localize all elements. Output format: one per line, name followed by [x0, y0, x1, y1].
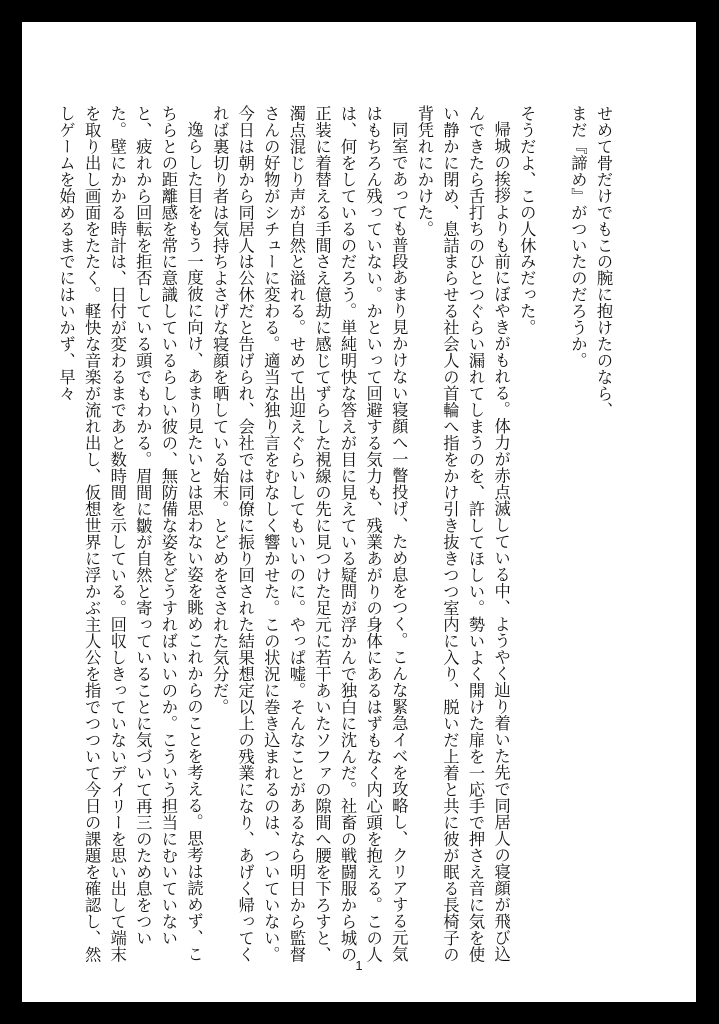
paragraph-opening: そうだよ、この人休みだった。	[517, 105, 537, 336]
document-page	[22, 22, 696, 1002]
epigraph-line-1: せめて骨だけでもこの腕に抱けたのなら、	[594, 105, 613, 419]
paragraph: 帰城の挨拶よりも前にぼやきがもれる。体力が赤点滅している中、ようやく辿り着いた先で同居人の寝顔が飛び込んできたら舌打ちのひとつぐらい漏れてしまうのを、許してほしい。勢いよく開けた扉を一応手で押さえ音に気を使い静かに閉め、息詰まらせる社会人の首輪へ指をかけ引き抜きつつ室内に入り、脱いだ上着と共に彼が眠る長椅子の背凭れにかけた。	[414, 105, 511, 963]
paragraph-gap	[539, 105, 565, 106]
page-number: 1	[355, 958, 363, 973]
vertical-text-body	[53, 105, 616, 975]
paragraph: 同室であっても普段あまり見かけない寝顔へ一瞥投げ、ため息をつく。こんな緊急イベを攻略し、クリアする元気はもちろん残っていない。かといって回避する気力も、残業あがりの身体にあるはずもなく内心頭を抱える。この人は、何をしているのだろう。単純明快な答えが目に見えている疑問が浮かんで独白に沈んだ。社畜の戦闘服から城の正装に着替える手間さえ億劫に感じてずらした視線の先に見つけた足元に若干あいたソファの隙間へ腰を下ろすと、濁点混じり声が自然と溢れる。せめて出迎えぐらいしてもいいのに。やっぱ嘘。そんなことがあるなら明日から監督さんの好物がシチューに変わる。適当な独り言をむなしく響かせた。この状況に巻き込まれるのは、ついていない。今日は朝から同居人は公休だと告げられ、会社では同僚に振り回された結果想定以上の残業になり、あげく帰ってくれば裏切り者は気持ちよさげな寝顔を晒している始末。とどめをさされた気分だ。	[210, 105, 409, 963]
epigraph-line-2: まだ『諦め』がついたのだろうか。	[568, 105, 588, 369]
paragraph: 逸らした目をもう一度彼に向け、あまり見たいとは思わない姿を眺めこれからのことを考える。思考は読めず、こちらとの距離感を常に意識しているらしい彼の、無防備な姿をどうすればいいのか。こういう担当にむいていないと、疲れから回転を拒否している頭でもわかる。眉間に皺が自然と寄っていることに気づいて再三のため息をついた。壁にかかる時計は、日付が変わるまであと数時間を示している。回収しきっていないデイリーを思い出して端末を取り出し画面をたたく。軽快な音楽が流れ出し、仮想世界に浮かぶ主人公を指でつついて今日の課題を確認し、然しゲームを始めるまでにはいかず、早々	[56, 105, 204, 963]
